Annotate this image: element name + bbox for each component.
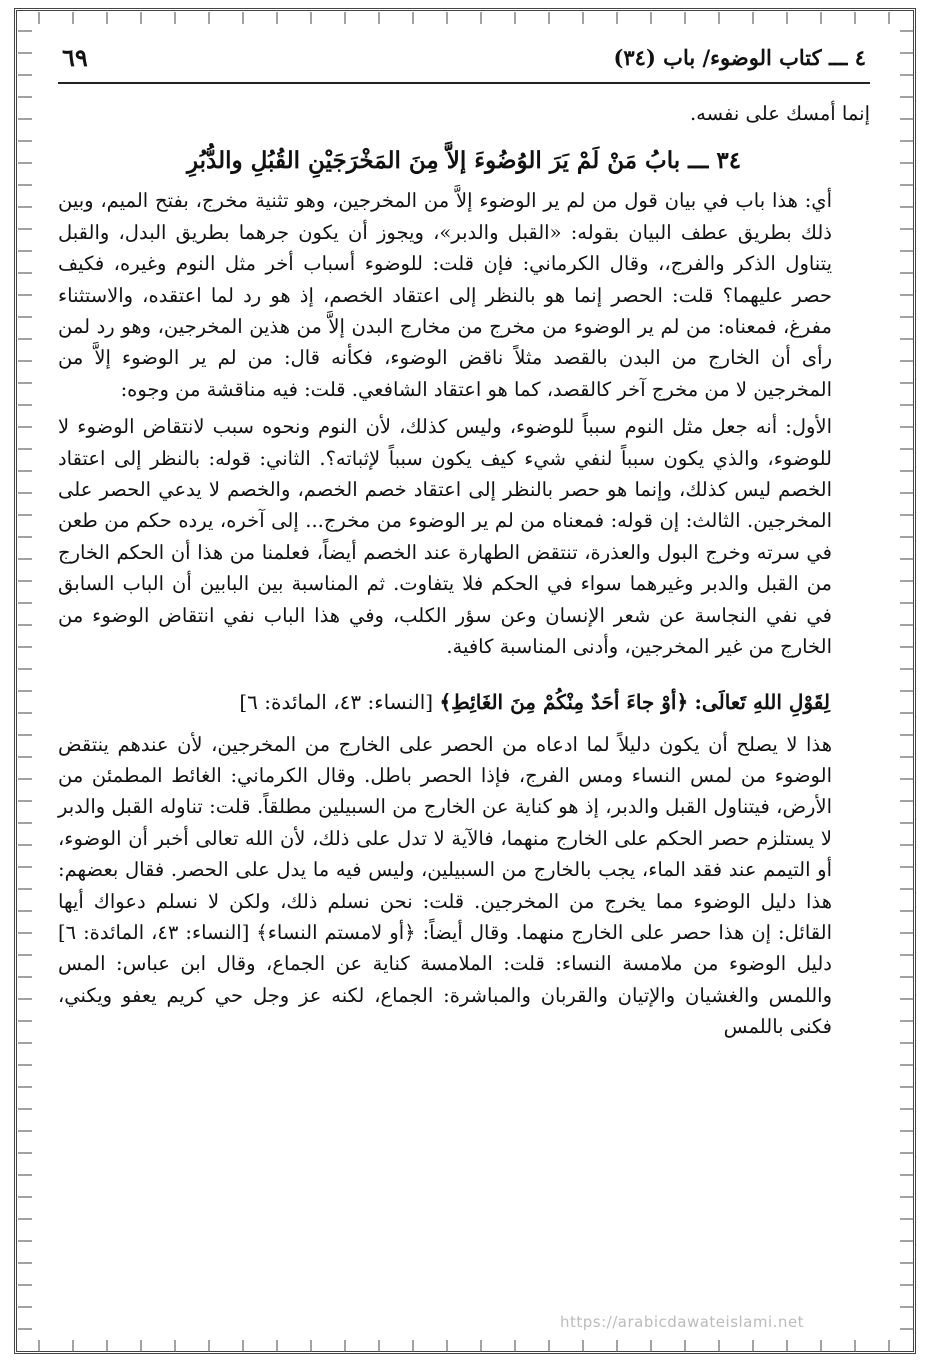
- page-number: ٦٩: [62, 42, 88, 72]
- ornamental-border-right: [18, 20, 32, 1344]
- running-title: ٤ ـــ كتاب الوضوء/ باب (٣٤): [613, 44, 866, 70]
- quranic-quote: [58, 685, 870, 719]
- ornamental-border-top: [20, 12, 912, 24]
- opening-line: إنما أمسك على نفسه.: [689, 102, 870, 125]
- book-page: [58, 32, 870, 1328]
- page-header: [58, 32, 870, 84]
- chapter-heading: ٣٤ ـــ بابُ مَنْ لَمْ يَرَ الوُضُوءَ إلاَّ مِنَ المَخْرَجَيْنِ القُبُلِ والدُّبُرِ: [186, 147, 742, 175]
- quote-verse: ﴿أوْ جاءَ أحَدٌ مِنْكُمْ مِنَ الغَائِطِ﴾: [439, 689, 689, 714]
- quote-reference: [النساء: ٤٣، المائدة: ٦]: [239, 689, 434, 714]
- ornamental-border-bottom: [20, 1340, 912, 1352]
- quote-intro: لِقَوْلِ اللهِ تَعالَى:: [694, 689, 830, 714]
- ornamental-border-left: [900, 20, 914, 1344]
- commentary-paragraph-2: الأول: أنه جعل مثل النوم سبباً للوضوء، وليس كذلك، لأن النوم ونحوه سبب لانتقاض الوضوء لا للوضوء، والذي يكون سبباً لنفي شيء كيف يكون سبباً لإثباته؟. الثاني: قوله: بالنظر إلى اعتقاد الخصم ليس كذلك، وإنما هو حصر بالنظر إلى اعتقاد خصم الخصم، والخصم لا يدعي الحصر على المخرجين. الثالث: إن قوله: فمعناه من لم ير الوضوء من مخرج... إلى آخره، يرده حكم من طعن في سرته وخرج البول والعذرة، تنتقض الطهارة عند الخصم أيضاً، فعلمنا من هذا أن الحكم الخارج من القبل والدبر وغيرهما سواء في الحكم فلا يتفاوت. ثم المناسبة بين البابين أن الباب السابق في نفي النجاسة عن شعر الإنسان وعن سؤر الكلب، وفي هذا الباب نفي انتقاض الوضوء من الخارج من غير المخرجين، وأدنى المناسبة كافية.: [58, 415, 832, 659]
- watermark-url: https://arabicdawateislami.net: [560, 1313, 805, 1331]
- commentary-paragraph-1: أي: هذا باب في بيان قول من لم ير الوضوء إلاَّ من المخرجين، وهو تثنية مخرج، بفتح الميم، وبين ذلك بطريق عطف البيان بقوله: «القبل والدبر»، ويجوز أن يكون جرهما بطريق البدل، والقبل يتناول الذكر والفرج،، وقال الكرماني: فإن قلت: للوضوء أسباب أخر مثل النوم وغيره، فكيف حصر عليهما؟ قلت: الحصر إنما هو بالنظر إلى اعتقاد الخصم، إذ هو رد لما اعتقده، والاستثناء مفرغ، فمعناه: من لم ير الوضوء من مخرج من مخارج البدن إلاَّ من هذين المخرجين، وهو رد لمن رأى أن الخارج من البدن بالقصد مثلاً ناقض الوضوء، فكأنه قال: من لم ير الوضوء إلاَّ من المخرجين لا من مخرج آخر كالقصد، كما هو اعتقاد الشافعي. قلت: فيه مناقشة من وجوه:: [58, 189, 832, 401]
- page-body: [58, 98, 870, 1043]
- commentary-paragraph-3: هذا لا يصلح أن يكون دليلاً لما ادعاه من الحصر على الخارج من المخرجين، لأن عندهم ينتقض الوضوء من لمس النساء ومس الفرج، فإذا الحصر باطل. وقال الكرماني: الغائط المطمئن من الأرض، فيتناول القبل والدبر، إذ هو كناية عن الخارج من السبيلين مطلقاً. قلت: تناوله القبل والدبر لا يستلزم حصر الحكم على الخارج منهما، فالآية لا تدل على ذلك، لأن الله تعالى أخبر أن الوضوء، أو التيمم عند فقد الماء، يجب بالخارج من السبيلين، وليس فيه ما يدل على الحصر. فقال بعضهم: هذا دليل الوضوء مما يخرج من المخرجين. قلت: نحن نسلم ذلك، ولكن لا نسلم دعواك أيها القائل: إن هذا حصر على الخارج منهما. وقال أيضاً: ﴿أو لامستم النساء﴾ [النساء: ٤٣، المائدة: ٦] دليل الوضوء من ملامسة النساء: قلت: الملامسة كناية عن الجماع، وقال ابن عباس: المس واللمس والغشيان والإتيان والقربان والمباشرة: الجماع، لكنه عز وجل حي كريم يعفو ويكني، فكنى باللمس: [58, 732, 832, 1039]
